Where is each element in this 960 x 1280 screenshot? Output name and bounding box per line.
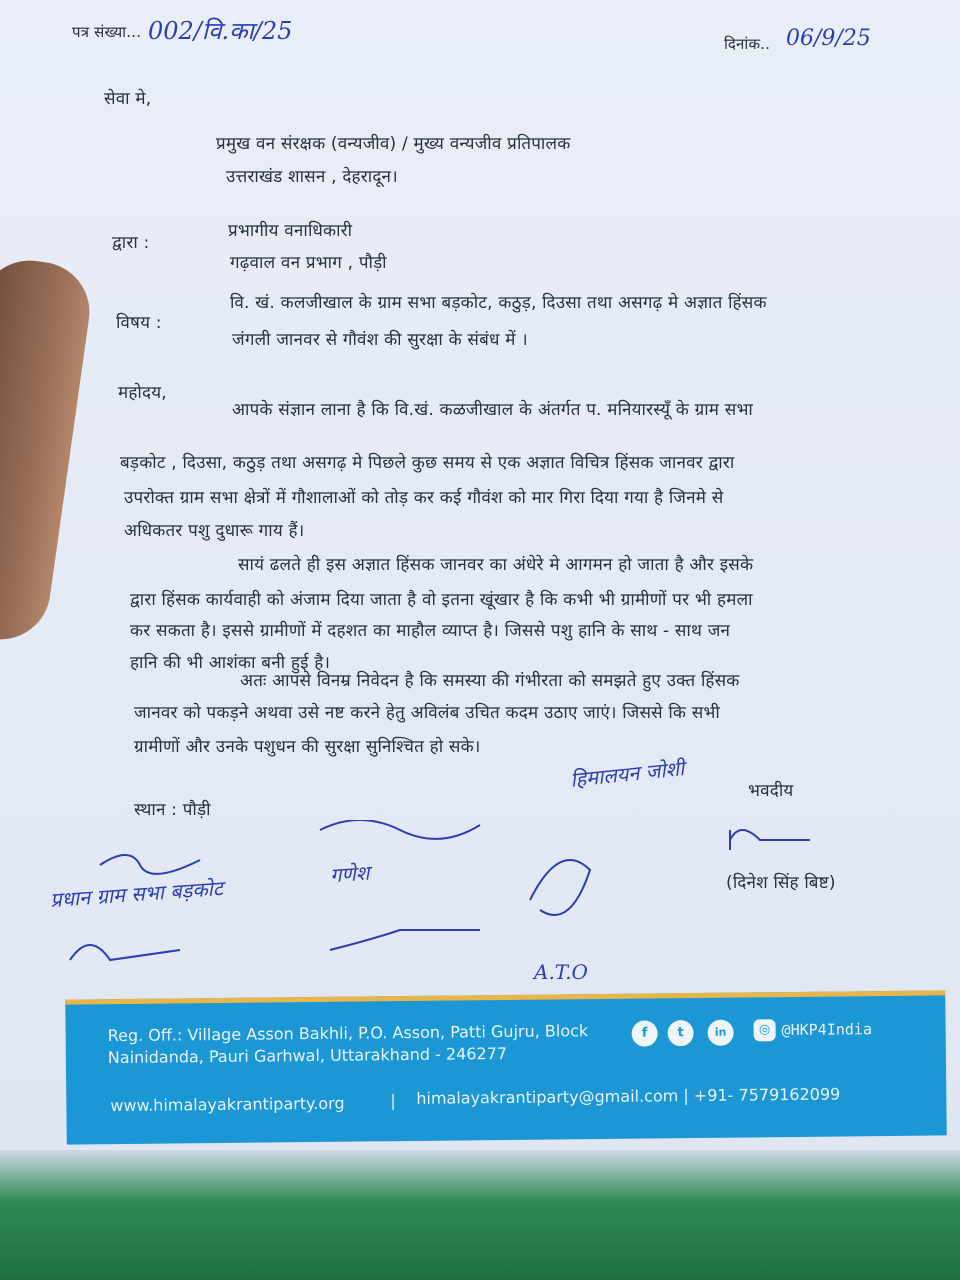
- body-line: कर सकता है। इससे ग्रामीणों में दहशत का माहौल व्याप्त है। जिससे पशु हानि के साथ - साथ जन: [130, 621, 731, 641]
- twitter-icon[interactable]: t: [668, 1020, 694, 1046]
- body-line: हानि की भी आशंका बनी हुई है।: [130, 653, 331, 673]
- signature-ganesh: गणेश: [329, 860, 371, 888]
- body-line: उपरोक्त ग्राम सभा क्षेत्रों में गौशालाओं को तोड़ कर कई गौवंश को मार गिरा दिया गया है जिनमे से: [124, 488, 724, 508]
- footer-address-line2: Nainidanda, Pauri Garhwal, Uttarakhand - 246277: [107, 1043, 508, 1068]
- body-line: ग्रामीणों और उनके पशुधन की सुरक्षा सुनिश्चित हो सके।: [134, 737, 481, 757]
- social-handle[interactable]: @HKP4India: [781, 1020, 873, 1040]
- place: स्थान : पौड़ी: [134, 800, 211, 820]
- background-ground: [0, 1150, 960, 1280]
- body-line: अधिकतर पशु दुधारू गाय हैं।: [124, 521, 305, 541]
- letterhead-footer: [65, 990, 946, 1144]
- subject-label: विषय :: [116, 313, 162, 333]
- body-line: अतः आपसे विनम्र निवेदन है कि समस्या की गंभीरता को समझते हुए उक्त हिंसक: [240, 671, 740, 691]
- salutation-to: सेवा मे,: [104, 89, 152, 109]
- signature-ato: A.T.O: [534, 960, 588, 984]
- footer-website[interactable]: www.himalayakrantiparty.org: [110, 1093, 345, 1116]
- thumb-holding-paper: [0, 254, 96, 646]
- body-line: द्वारा हिंसक कार्यवाही को अंजाम दिया जाता है वो इतना खूंखार है कि कभी भी ग्रामीणों पर भी हमला: [130, 590, 753, 610]
- linkedin-icon[interactable]: in: [708, 1020, 734, 1046]
- body-line: जानवर को पकड़ने अथवा उसे नष्ट करने हेतु अविलंब उचित कदम उठाए जाएं। जिससे कि सभी: [134, 703, 720, 723]
- body-line: सायं ढलते ही इस अज्ञात हिंसक जानवर का अंधेरे मे आगमन हो जाता है और इसके: [238, 555, 754, 575]
- signature-scribbles: [30, 820, 930, 990]
- closing: भवदीय: [748, 781, 794, 801]
- date-value: 06/9/25: [786, 26, 871, 51]
- subject-line1: वि. खं. कलजीखाल के ग्राम सभा बड़कोट, कठुड़, दिउसा तथा असगढ़ मे अज्ञात हिंसक: [230, 293, 767, 313]
- via-label: द्वारा :: [112, 233, 150, 253]
- letter-number-label: पत्र संख्या...: [72, 23, 142, 41]
- signature-himalayan: हिमालयन जोशी: [569, 756, 686, 792]
- subject-line2: जंगली जानवर से गौवंश की सुरक्षा के संबंध में ।: [232, 330, 528, 350]
- via-line2: गढ़वाल वन प्रभाग , पौड़ी: [230, 253, 387, 273]
- body-line: आपके संज्ञान लाना है कि वि.खं. कळजीखाल के अंतर्गत प. मनियारस्यूँ के ग्राम सभा: [232, 400, 754, 420]
- recipient-line2: उत्तराखंड शासन , देहरादून।: [226, 167, 398, 187]
- sender-name: (दिनेश सिंह बिष्ट): [726, 873, 836, 893]
- footer-address-line1: Reg. Off.: Village Asson Bakhli, P.O. Asson, Patti Gujru, Block: [107, 1021, 589, 1046]
- greeting: महोदय,: [118, 383, 167, 403]
- instagram-icon[interactable]: ◎: [754, 1019, 776, 1041]
- footer-separator: |: [390, 1091, 396, 1111]
- recipient-line1: प्रमुख वन संरक्षक (वन्यजीव) / मुख्य वन्यजीव प्रतिपालक: [216, 134, 571, 154]
- footer-email-phone[interactable]: himalayakrantiparty@gmail.com | +91- 7579162099: [416, 1084, 841, 1108]
- date-label: दिनांक..: [724, 35, 771, 53]
- facebook-icon[interactable]: f: [632, 1020, 658, 1046]
- signature-pradhan: प्रधान ग्राम सभा बड़कोट: [49, 875, 224, 913]
- via-line1: प्रभागीय वनाधिकारी: [228, 221, 353, 241]
- body-line: बड़कोट , दिउसा, कठुड़ तथा असगढ़ मे पिछले कुछ समय से एक अज्ञात विचित्र हिंसक जानवर द्वारा: [120, 453, 735, 473]
- letter-number-value: 002/वि.का/25: [148, 17, 293, 45]
